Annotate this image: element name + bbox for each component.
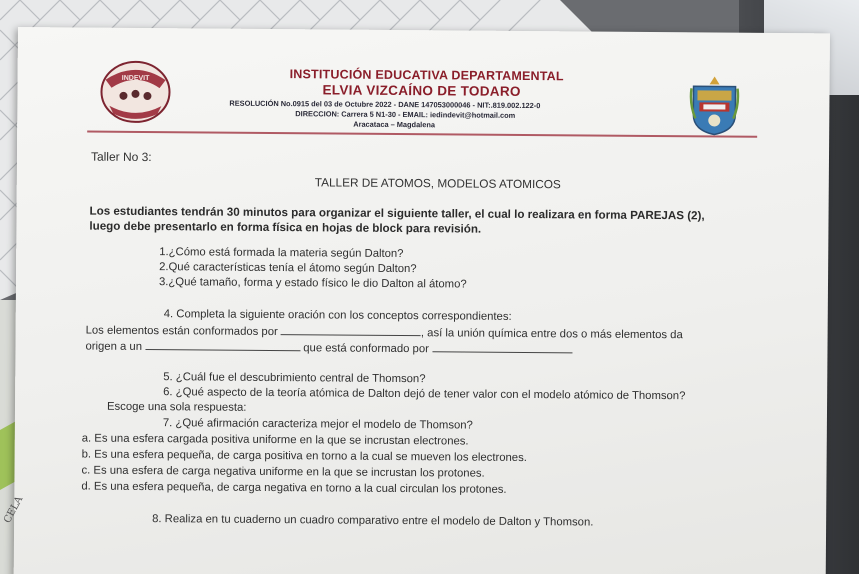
blank-line[interactable] <box>281 325 421 336</box>
question-3: 3.¿Qué tamaño, forma y estado físico le dio Dalton al átomo? <box>158 276 467 291</box>
fill-in-sentence-line2 <box>85 340 572 357</box>
blank-line[interactable] <box>145 340 300 351</box>
question-5: 5. ¿Cuál fue el descubrimiento central de Thomson? <box>163 371 426 386</box>
worksheet-number: Taller No 3: <box>90 149 152 165</box>
city-line: Aracataca – Magdalena <box>353 119 436 130</box>
blank-line[interactable] <box>432 342 572 353</box>
question-7: 7. ¿Qué afirmación caracteriza mejor el modelo de Thomson? <box>162 417 473 432</box>
question-1: 1.¿Cómo está formada la materia según Dalton? <box>159 246 404 261</box>
question-6: 6. ¿Qué aspecto de la teoría atómica de Dalton dejó de tener valor con el modelo atómico de Thomson? <box>163 386 686 403</box>
answer-option-b: b. Es una esfera pequeña, de carga positiva en torno a la cual se mueven los electrones. <box>81 448 527 465</box>
choice-instruction: Escoge una sola respuesta: <box>106 400 247 414</box>
resolution-info: RESOLUCIÓN No.0915 del 03 de Octubre 2022 - DANE 147053000046 - NIT:.819.002.122-0 <box>229 98 541 111</box>
instructions-line2: luego debe presentarlo en forma física en hojas de block para revisión. <box>89 219 482 236</box>
sentence-text: , así la unión química entre dos o más elementos da <box>420 327 683 342</box>
sentence-text: origen a un <box>85 340 146 354</box>
answer-option-d: d. Es una esfera pequeña, de carga negativa en torno a la cual circulan los protones. <box>81 480 507 496</box>
school-name-line2: ELVIA VIZCAÍNO DE TODARO <box>322 82 521 99</box>
school-name-line1: INSTITUCIÓN EDUCATIVA DEPARTAMENTAL <box>289 67 564 84</box>
sentence-text: que está conformado por <box>300 342 433 356</box>
worksheet-paper <box>14 27 830 574</box>
question-2: 2.Qué características tenía el átomo según Dalton? <box>159 261 417 276</box>
answer-option-a: a. Es una esfera cargada positiva uniforme en la que se incrustan electrones. <box>81 432 469 448</box>
question-8: 8. Realiza en tu cuaderno un cuadro comparativo entre el modelo de Dalton y Thomson. <box>152 513 594 529</box>
municipal-shield-icon <box>689 74 739 136</box>
sentence-text: Los elementos están conformados por <box>85 324 281 339</box>
worksheet-title: TALLER DE ATOMOS, MODELOS ATOMICOS <box>314 175 561 192</box>
question-4: 4. Completa la siguiente oración con los conceptos correspondientes: <box>163 308 512 323</box>
school-crest-icon <box>99 58 172 125</box>
handwritten-scribble: CELA <box>2 494 26 526</box>
answer-option-c: c. Es una esfera de carga negativa uniforme en la que se incrustan los protones. <box>81 464 485 480</box>
header-divider <box>87 131 757 138</box>
svg-text:INDEVIT: INDEVIT <box>121 74 150 83</box>
instructions-line1: Los estudiantes tendrán 30 minutos para organizar el siguiente taller, el cual lo realizara en forma PAREJAS (2), <box>89 204 705 223</box>
address-email: DIRECCION: Carrera 5 N1-30 - EMAIL: iedindevit@hotmail.com <box>295 109 516 120</box>
fill-in-sentence-line1 <box>86 324 683 342</box>
